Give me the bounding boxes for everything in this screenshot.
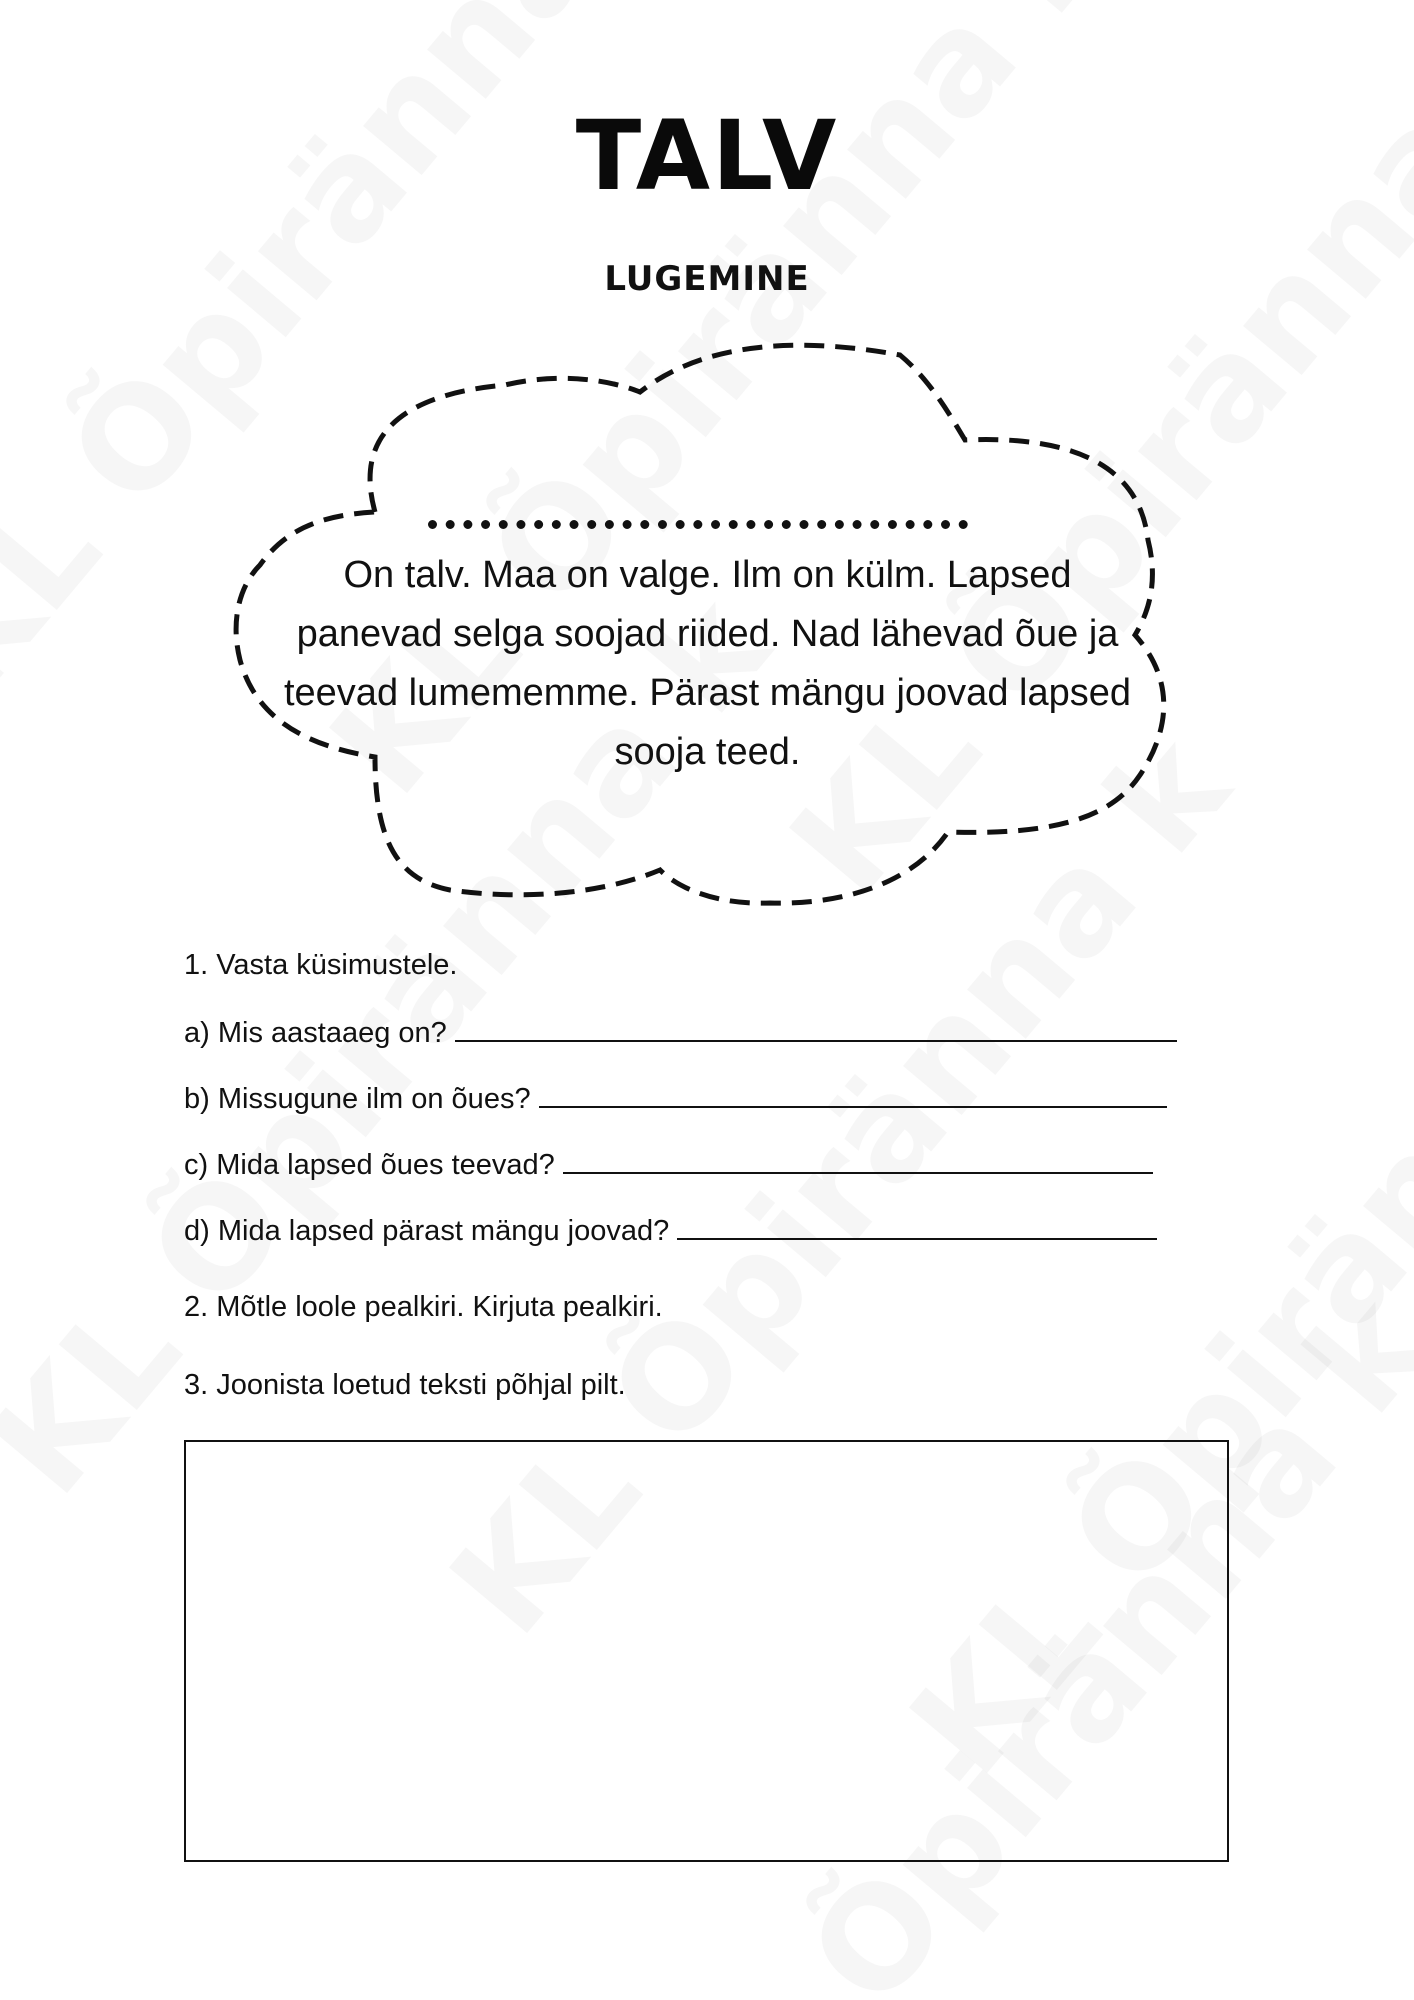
answer-line-a[interactable] xyxy=(455,1014,1177,1042)
answer-line-b[interactable] xyxy=(539,1080,1167,1108)
answer-line-c[interactable] xyxy=(563,1146,1153,1174)
task-2-heading: 2. Mõtle loole pealkiri. Kirjuta pealkiri. xyxy=(184,1291,663,1323)
answer-line-d[interactable] xyxy=(677,1212,1157,1240)
question-d-label: d) Mida lapsed pärast mängu joovad? xyxy=(184,1215,670,1247)
task-3-heading: 3. Joonista loetud teksti põhjal pilt. xyxy=(184,1369,626,1401)
question-d xyxy=(184,1212,1157,1249)
question-a-label: a) Mis aastaaeg on? xyxy=(184,1017,447,1049)
question-a xyxy=(184,1014,1177,1051)
task-1-heading: 1. Vasta küsimustele. xyxy=(184,949,458,981)
question-b-label: b) Missugune ilm on õues? xyxy=(184,1083,531,1115)
page-subtitle: LUGEMINE xyxy=(604,259,810,299)
title-dotted-line xyxy=(428,500,968,529)
question-c-label: c) Mida lapsed õues teevad? xyxy=(184,1149,555,1181)
question-c xyxy=(184,1146,1153,1183)
page-title: TALV xyxy=(575,100,839,212)
story-text: On talv. Maa on valge. Ilm on külm. Lapsed panevad selga soojad riided. Nad lähevad õue ja teevad lumememme. Pärast mängu joovad lapsed sooja teed. xyxy=(283,554,1131,773)
question-b xyxy=(184,1080,1167,1117)
drawing-area[interactable] xyxy=(184,1440,1229,1862)
